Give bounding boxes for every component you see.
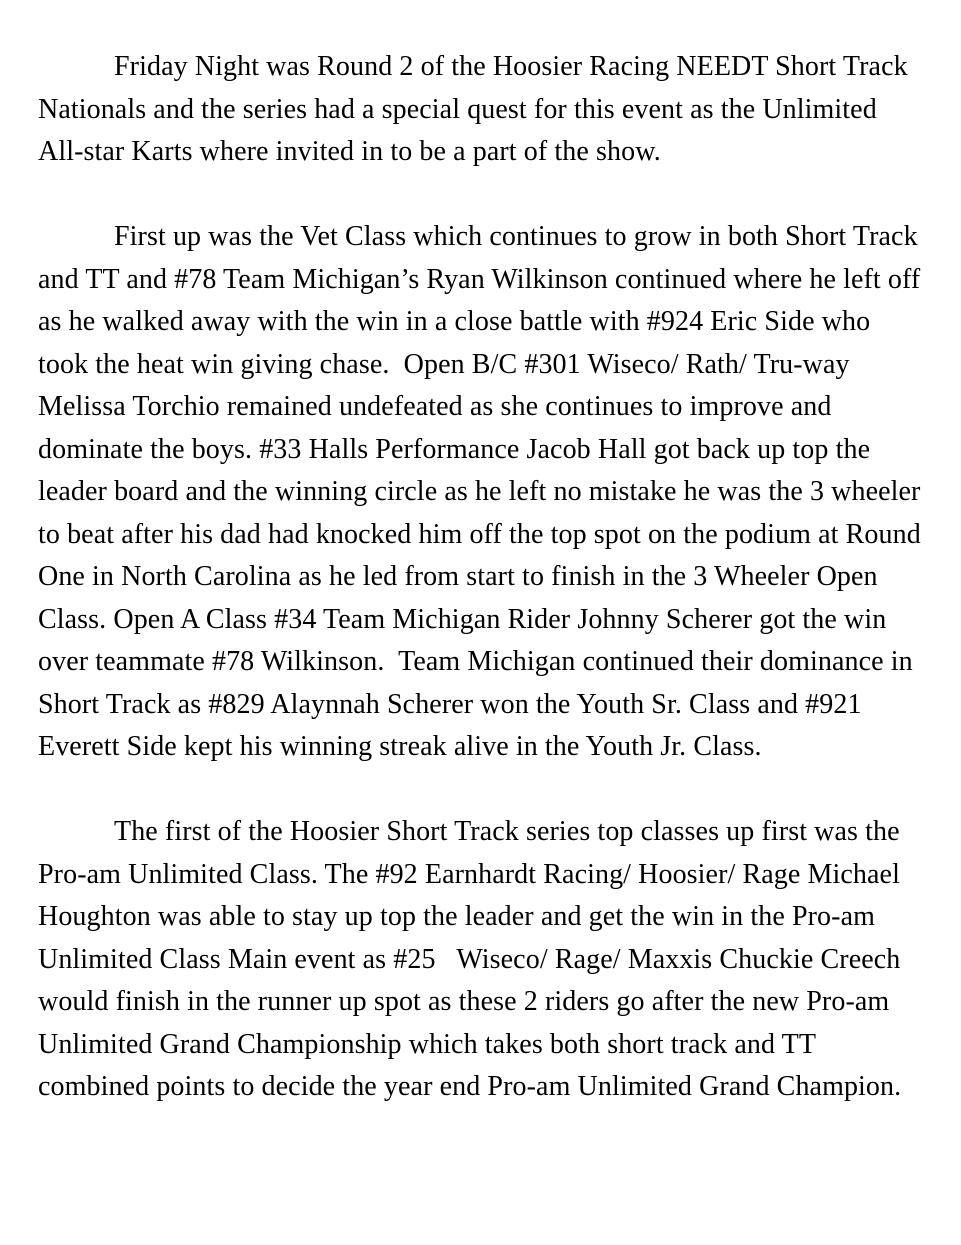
text-line: Friday Night was Round 2 of the Hoosier Racing NEEDT Short Track xyxy=(114,51,908,82)
text-line: to beat after his dad had knocked him off the top spot on the podium at Round xyxy=(38,518,921,550)
text-line: First up was the Vet Class which continues to grow in both Short Track xyxy=(114,221,918,252)
text-line: Class. Open A Class #34 Team Michigan Rider Johnny Scherer got the win xyxy=(38,603,887,635)
text-line: leader board and the winning circle as he left no mistake he was the 3 wheeler xyxy=(38,476,921,507)
text-line: One in North Carolina as he led from start to finish in the 3 Wheeler Open xyxy=(38,561,878,592)
text-line: The first of the Hoosier Short Track series top classes up first was the xyxy=(114,816,900,847)
text-line: took the heat win giving chase. Open B/C #301 Wiseco/ Rath/ Tru-way xyxy=(38,348,850,380)
text-line: and TT and #78 Team Michigan’s Ryan Wilkinson continued where he left off xyxy=(38,263,921,295)
text-line: dominate the boys. #33 Halls Performance Jacob Hall got back up top the xyxy=(38,433,871,465)
text-line: Pro-am Unlimited Class. The #92 Earnhardt Racing/ Hoosier/ Rage Michael xyxy=(38,858,900,890)
text-line: would finish in the runner up spot as these 2 riders go after the new Pro-am xyxy=(38,986,890,1017)
paragraph-pro-am xyxy=(38,811,925,1109)
text-line: Nationals and the series had a special quest for this event as the Unlimited xyxy=(38,93,877,125)
text-line: Houghton was able to stay up top the leader and get the win in the Pro-am xyxy=(38,901,875,932)
text-line: Melissa Torchio remained undefeated as she continues to improve and xyxy=(38,391,832,422)
text-line: Unlimited Grand Championship which takes both short track and TT xyxy=(38,1028,817,1060)
paragraph-vet-class xyxy=(38,216,925,769)
text-line: All-star Karts where invited in to be a part of the show. xyxy=(38,136,661,167)
text-line: Everett Side kept his winning streak alive in the Youth Jr. Class. xyxy=(38,731,762,762)
paragraph-intro xyxy=(38,46,925,174)
text-line: Unlimited Class Main event as #25 Wiseco/ Rage/ Maxxis Chuckie Creech xyxy=(38,943,901,975)
text-line: combined points to decide the year end Pro-am Unlimited Grand Champion. xyxy=(38,1071,902,1102)
text-line: as he walked away with the win in a close battle with #924 Eric Side who xyxy=(38,306,871,337)
text-line: over teammate #78 Wilkinson. Team Michigan continued their dominance in xyxy=(38,646,913,677)
text-line: Short Track as #829 Alaynnah Scherer won the Youth Sr. Class and #921 xyxy=(38,688,862,720)
